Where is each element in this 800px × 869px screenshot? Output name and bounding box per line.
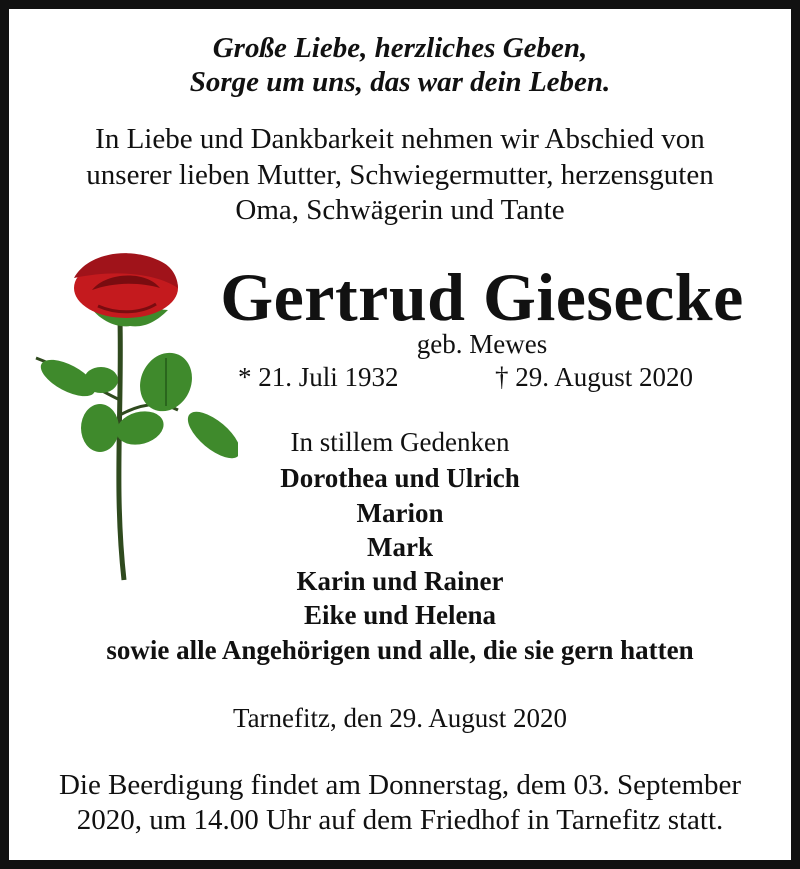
mourner-name: Dorothea und Ulrich: [280, 463, 520, 493]
mourners-intro: In stillem Gedenken: [290, 427, 510, 457]
mourner-name: Mark: [367, 532, 433, 562]
leaf-icon: [84, 367, 118, 393]
intro-line-2: unserer lieben Mutter, Schwiegermutter, herzensguten: [86, 159, 714, 191]
mourner-relatives: sowie alle Angehörigen und alle, die sie gern hatten: [106, 635, 694, 665]
intro-line-3: Oma, Schwägerin und Tante: [235, 194, 565, 226]
motto-line-1: Große Liebe, herzliches Geben,: [212, 32, 588, 64]
burial-line-2: 2020, um 14.00 Uhr auf dem Friedhof in Tarnefitz statt.: [76, 804, 724, 836]
mourner-name: Eike und Helena: [303, 600, 497, 630]
mourner-name: Karin und Rainer: [296, 566, 504, 596]
maiden-name: geb. Mewes: [416, 329, 548, 359]
place-date: Tarnefitz, den 29. August 2020: [232, 703, 568, 733]
mourner-name: Marion: [356, 498, 444, 528]
deceased-name: Gertrud Giesecke: [220, 259, 744, 335]
burial-line-1: Die Beerdigung findet am Donnerstag, dem 03. September: [58, 769, 742, 801]
motto-line-2: Sorge um uns, das war dein Leben.: [189, 66, 611, 98]
death-date: † 29. August 2020: [495, 362, 694, 392]
intro-line-1: In Liebe und Dankbarkeit nehmen wir Abschied von: [95, 123, 705, 155]
birth-date: * 21. Juli 1932: [238, 362, 399, 392]
